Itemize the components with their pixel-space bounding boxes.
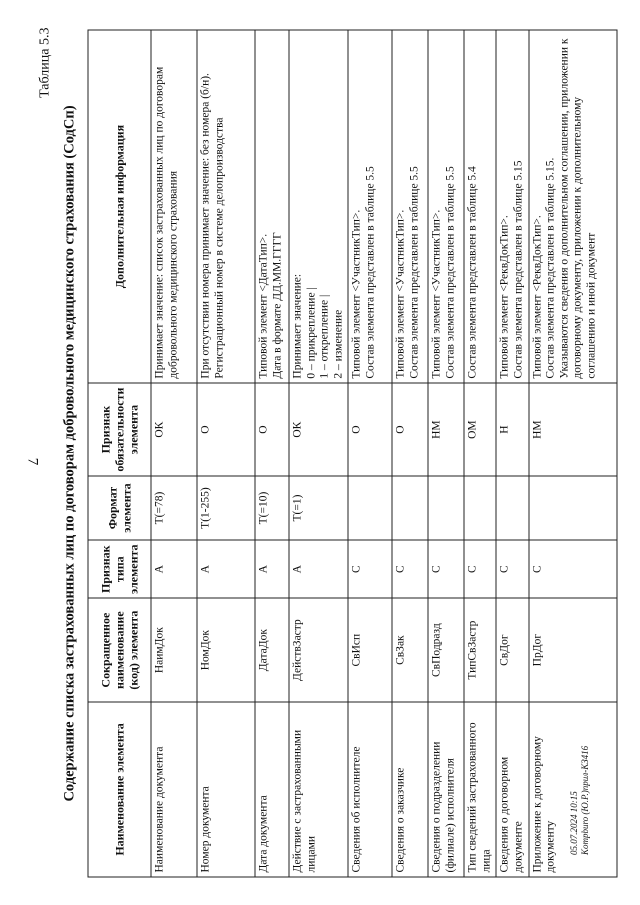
table-row [151,30,197,877]
element-format-cell: T(=10) [255,476,289,540]
info-line: Состав элемента представлен в таблице 5.5 [408,166,421,379]
element-name-cell: Тип сведений застрахованного лица [464,702,496,877]
info-line: Состав элемента представлен в таблице 5.15. [544,157,557,379]
info-line: Состав элемента представлен в таблице 5.5 [444,166,457,379]
element-info-cell [496,30,528,383]
footer-operator: Kompburo (Ю.Р.)прил-КЗ416 [580,745,590,855]
element-required-cell: О [392,383,428,476]
table-label: Таблица 5.3 [37,27,53,98]
info-line: Принимает значение: список застрахованных лиц по договорам добровольного медицинского страхования [153,66,180,379]
element-required-cell: ОК [289,383,348,476]
element-type-cell: С [496,540,528,598]
element-info-cell [255,30,289,383]
element-name-cell: Действие с застрахованными лицами [289,702,348,877]
element-format-cell [529,476,617,540]
element-required-cell: НМ [428,383,464,476]
info-line: Типовой элемент <РеквДокТип>. [531,215,543,379]
element-type-cell: А [151,540,197,598]
element-type-cell: А [255,540,289,598]
info-line: Состав элемента представлен в таблице 5.5 [364,166,377,379]
table-row [428,30,464,877]
info-line: Типовой элемент <УчастникТип>. [350,209,363,379]
col-header-info: Дополнительная информация [88,30,151,383]
element-name-cell: Дата документа [255,702,289,877]
elements-table [88,30,618,878]
element-info-cell [529,30,617,383]
document-title: Содержание списка застрахованных лиц по договорам добровольного медицинского страхования (СодСп) [61,105,78,802]
element-required-cell: Н [496,383,528,476]
info-line: Типовой элемент <УчастникТип>. [394,209,407,379]
info-line: При отсутствии номера принимает значение: без номера (б/н). [199,73,212,379]
info-line: Регистрационный номер в системе делопроизводства [213,117,226,379]
element-required-cell: О [348,383,392,476]
table-row [496,30,528,877]
element-name-cell: Сведения о подразделении (филиале) исполнителя [428,702,464,877]
info-line: 0 – прикрепление | [305,287,318,379]
table-row [464,30,496,877]
table-row [392,30,428,877]
info-line: Указываются сведения о дополнительном соглашении, приложении к договорному документу, приложении к дополнительному соглашению и иной документ [558,38,598,379]
element-type-cell: С [428,540,464,598]
element-name-cell: Наименование документа [151,702,197,877]
element-format-cell [392,476,428,540]
info-line: Состав элемента представлен в таблице 5.15 [512,160,525,379]
element-info-cell [428,30,464,383]
table-body [151,30,617,877]
element-code-cell: ДействЗастр [289,598,348,701]
col-header-required: Признак обязательности элемента [88,383,151,476]
element-type-cell: С [464,540,496,598]
element-format-cell [464,476,496,540]
element-format-cell [428,476,464,540]
element-name-cell: Сведения об исполнителе [348,702,392,877]
col-header-name: Наименование элемента [88,702,151,877]
element-format-cell: T(=1) [289,476,348,540]
element-type-cell: А [197,540,255,598]
element-code-cell: ПрДог [529,598,617,701]
element-info-cell [348,30,392,383]
info-line: Типовой элемент <ДатаТип>. [257,233,270,379]
col-header-code: Сокращенное наименование (код) элемента [88,598,151,701]
element-required-cell: НМ [529,383,617,476]
element-code-cell: СвДог [496,598,528,701]
element-info-cell [289,30,348,383]
info-line: Состав элемента представлен в таблице 5.4 [466,166,479,379]
element-info-cell [151,30,197,383]
element-info-cell [464,30,496,383]
element-required-cell: О [255,383,289,476]
info-line: Типовой элемент <РеквДокТип>. [498,215,511,379]
element-name-cell: Приложение к договорному документу [529,702,617,877]
element-name-cell: Сведения о договорном документе [496,702,528,877]
element-type-cell: С [529,540,617,598]
element-format-cell: T(1-255) [197,476,255,540]
element-type-cell: А [289,540,348,598]
element-required-cell: ОМ [464,383,496,476]
element-type-cell: С [392,540,428,598]
element-format-cell: T(=78) [151,476,197,540]
element-required-cell: ОК [151,383,197,476]
footer-timestamp: 05.07.2024 10:15 [569,791,580,855]
rotated-page-content [38,24,603,884]
info-line: Дата в формате ДД.ММ.ГГГГ [271,232,284,379]
info-line: 1 – открепление | [318,294,331,379]
print-footer [570,695,590,855]
table-row [255,30,289,877]
element-name-cell: Номер документа [197,702,255,877]
element-name-cell: Сведения о заказчике [392,702,428,877]
element-code-cell: СвПодразд [428,598,464,701]
element-info-cell [197,30,255,383]
table-row [348,30,392,877]
element-info-cell [392,30,428,383]
element-format-cell [496,476,528,540]
element-code-cell: СвЗак [392,598,428,701]
table-row [289,30,348,877]
element-code-cell: ТипСвЗастр [464,598,496,701]
col-header-format: Формат элемента [88,476,151,540]
col-header-type: Признак типа элемента [88,540,151,598]
info-line: Принимает значение: [291,273,304,379]
element-code-cell: НаимДок [151,598,197,701]
element-required-cell: О [197,383,255,476]
table-header-row [88,30,151,877]
element-type-cell: С [348,540,392,598]
element-code-cell: СвИсп [348,598,392,701]
page-number: 7 [24,457,41,466]
info-line: 2 – изменение [332,309,345,379]
info-line: Типовой элемент <УчастникТип>. [430,209,443,379]
element-code-cell: ДатаДок [255,598,289,701]
table-row [197,30,255,877]
element-code-cell: НомДок [197,598,255,701]
element-format-cell [348,476,392,540]
